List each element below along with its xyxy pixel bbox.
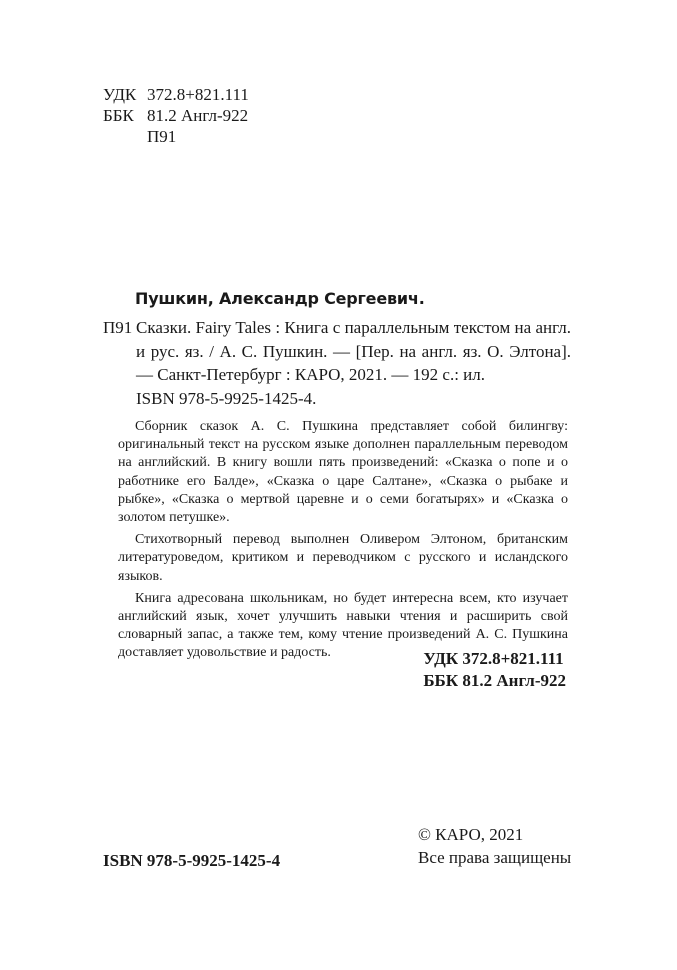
bbk-row xyxy=(103,105,249,126)
footer-isbn: ISBN 978-5-9925-1425-4 xyxy=(103,851,281,870)
bbk-value: 81.2 Англ-922 xyxy=(147,106,249,125)
author-sign-value: П91 xyxy=(147,127,177,146)
final-udk: УДК 372.8+821.111 xyxy=(423,649,564,668)
entry-isbn: ISBN 978-5-9925-1425-4. xyxy=(136,389,317,408)
final-indexes xyxy=(423,648,566,692)
annotation xyxy=(118,418,568,663)
author-sign-row xyxy=(103,126,249,147)
classification-block xyxy=(103,84,249,147)
udk-label: УДК xyxy=(103,85,137,104)
udk-row xyxy=(103,84,249,105)
annotation-paragraph: Сборник сказок А. С. Пушкина представляет собой билингву: оригинальный текст на русском языке дополнен параллельным переводом на английский. В книгу вошли пять произведений: «Сказка о попе и о работнике его Балде», «Сказка о царе Салтане», «Сказка о рыбаке и рыбке», «Сказка о мертвой царевне и о семи богатырях» и «Сказка о золотом петушке». xyxy=(118,419,568,526)
entry-text: Сказки. Fairy Tales : Книга с параллельным текстом на англ. и рус. яз. / А. С. Пушкин. — [Пер. на англ. яз. О. Элтона]. — Санкт-Петербург : КАРО, 2021. — 192 с.: ил. xyxy=(136,318,571,384)
copyright-block xyxy=(418,823,571,869)
entry-code: П91 xyxy=(103,318,133,337)
annotation-paragraph: Книга адресована школьникам, но будет интересна всем, кто изучает английский язык, хочет улучшить навыки чтения и расширить свой словарный запас, а также тем, кому чтение произведений А. С. Пушкина доставляет удовольствие и радость. xyxy=(118,590,568,661)
rights-reserved: Все права защищены xyxy=(418,848,572,867)
author-sign-label xyxy=(103,126,147,147)
final-bbk: ББК 81.2 Англ-922 xyxy=(423,671,566,690)
udk-value: 372.8+821.111 xyxy=(147,85,249,104)
author-heading: Пушкин, Александр Сергеевич. xyxy=(135,289,425,308)
annotation-paragraph: Стихотворный перевод выполнен Оливером Элтоном, британским литературоведом, критиком и переводчиком с русского и исландского языков. xyxy=(118,532,568,584)
bbk-label: ББК xyxy=(103,106,134,125)
bibliographic-entry xyxy=(103,316,571,387)
copyright-notice: © КАРО, 2021 xyxy=(418,825,524,844)
